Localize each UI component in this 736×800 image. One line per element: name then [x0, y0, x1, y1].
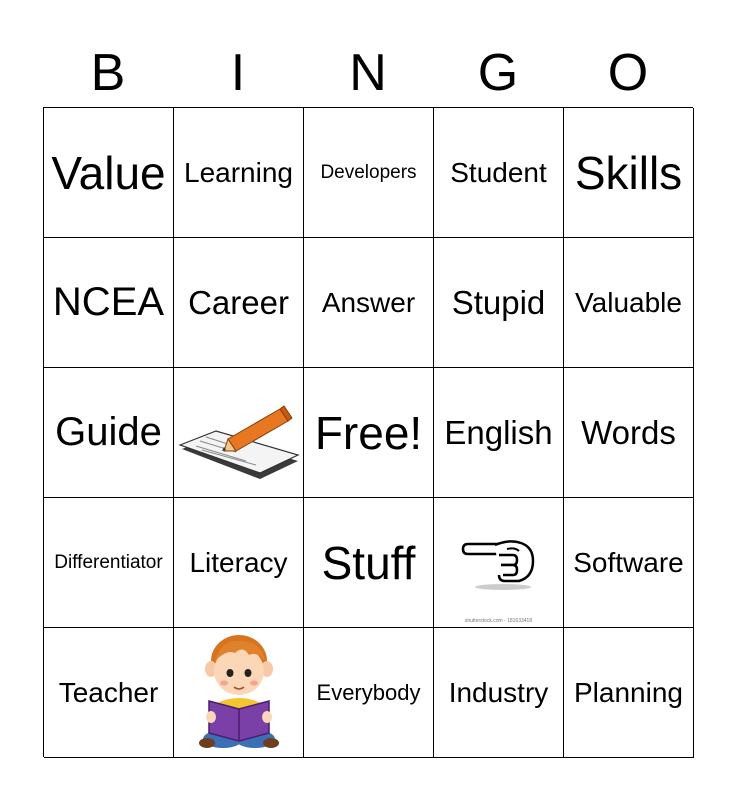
- bingo-cell[interactable]: NCEA: [44, 238, 174, 368]
- bingo-board: [43, 107, 693, 757]
- bingo-cell[interactable]: Guide: [44, 368, 174, 498]
- header-letter-n: N: [349, 44, 387, 102]
- header-letter-g: G: [477, 44, 519, 102]
- bingo-cell[interactable]: English: [434, 368, 564, 498]
- bingo-cell[interactable]: Everybody: [304, 628, 434, 758]
- image-credit: shutterstock.com · 181633418: [464, 618, 533, 624]
- bingo-cell[interactable]: Literacy: [174, 498, 304, 628]
- pencil-paper-icon: [176, 381, 302, 485]
- bingo-cell-image[interactable]: [174, 628, 304, 758]
- reading-boy-icon: [197, 631, 281, 755]
- bingo-cell[interactable]: Student: [434, 108, 564, 238]
- bingo-cell[interactable]: Industry: [434, 628, 564, 758]
- bingo-cell[interactable]: Differentiator: [44, 498, 174, 628]
- bingo-cell[interactable]: Value: [44, 108, 174, 238]
- bingo-cell-image[interactable]: [434, 498, 564, 628]
- bingo-cell[interactable]: Software: [564, 498, 694, 628]
- bingo-cell-free[interactable]: Free!: [304, 368, 434, 498]
- bingo-cell[interactable]: Developers: [304, 108, 434, 238]
- header-letter-o: O: [607, 44, 649, 102]
- bingo-cell[interactable]: Valuable: [564, 238, 694, 368]
- bingo-cell[interactable]: Skills: [564, 108, 694, 238]
- bingo-cell[interactable]: Words: [564, 368, 694, 498]
- pointing-hand-icon: [459, 535, 539, 591]
- bingo-cell[interactable]: Career: [174, 238, 304, 368]
- bingo-cell[interactable]: Stupid: [434, 238, 564, 368]
- bingo-header: [43, 38, 693, 108]
- bingo-cell-image[interactable]: [174, 368, 304, 498]
- bingo-cell[interactable]: Teacher: [44, 628, 174, 758]
- bingo-cell[interactable]: Answer: [304, 238, 434, 368]
- header-letter-b: B: [90, 44, 126, 102]
- bingo-cell[interactable]: Stuff: [304, 498, 434, 628]
- bingo-cell[interactable]: Planning: [564, 628, 694, 758]
- header-letter-i: I: [230, 44, 246, 102]
- bingo-cell[interactable]: Learning: [174, 108, 304, 238]
